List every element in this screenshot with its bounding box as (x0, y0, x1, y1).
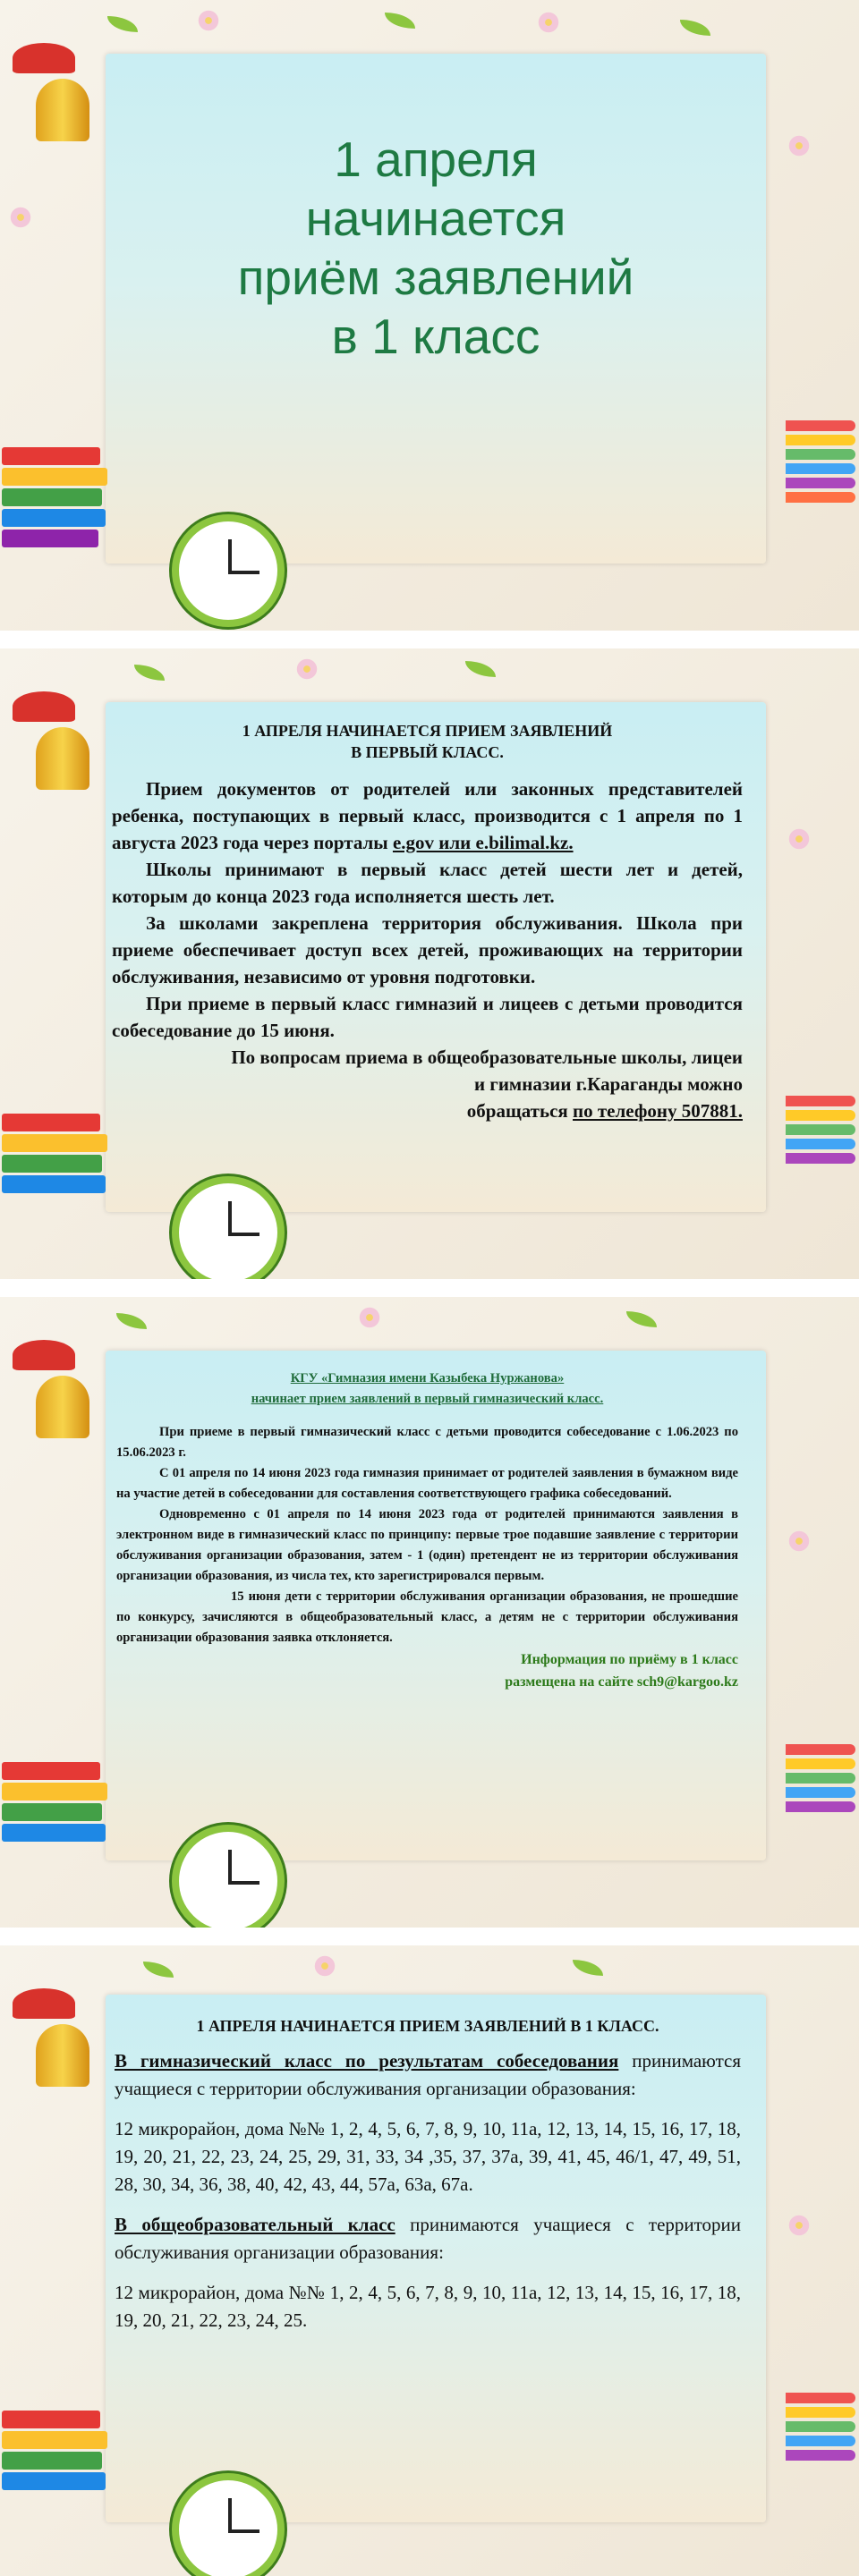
portal-links[interactable]: e.gov или e.bilimal.kz. (392, 832, 574, 853)
heading-line: В ПЕРВЫЙ КЛАСС. (351, 743, 504, 761)
clock-icon (172, 1825, 285, 1928)
slide-1 (0, 0, 859, 631)
heading-line: 1 АПРЕЛЯ НАЧИНАЕТСЯ ПРИЕМ ЗАЯВЛЕНИЙ (242, 722, 613, 740)
contact-text: обращаться (466, 1100, 574, 1122)
books-stack (2, 1762, 109, 1844)
title-line: начинается (305, 191, 566, 246)
paragraph (115, 2047, 741, 2103)
gymnasium-notice (116, 1368, 738, 1693)
info-line: Информация по приёму в 1 класс (521, 1652, 738, 1667)
ribbon-bow (13, 43, 75, 73)
phone-number[interactable]: по телефону 507881. (573, 1100, 743, 1122)
books-stack (2, 1114, 109, 1196)
bell-icon (36, 1376, 89, 1438)
flower-decoration (295, 657, 319, 681)
slide-3 (0, 1297, 859, 1928)
notice-heading (112, 720, 743, 763)
paragraph-text: Прием документов от родителей или законных представителей ребенка, поступающих в первый класс, производится с 1 апреля по 1 августа 2023 года через порталы (112, 778, 743, 853)
flower-decoration (787, 134, 811, 157)
title-line: в 1 класс (331, 309, 540, 364)
contact-line (112, 1097, 743, 1124)
leaf-decoration (107, 16, 138, 32)
gymnasium-class-label: В гимназический класс по результатам собеседования (115, 2050, 619, 2072)
gymnasium-name: КГУ «Гимназия имени Казыбека Нуржанова» (290, 1371, 565, 1385)
books-stack (2, 2411, 109, 2493)
leaf-decoration (116, 1313, 147, 1329)
slide-2 (0, 648, 859, 1279)
leaf-decoration (385, 13, 415, 29)
flower-decoration (787, 1530, 811, 1553)
pencils-stack (786, 2393, 855, 2464)
paragraph: Школы принимают в первый класс детей шести лет и детей, которым до конца 2023 года исполняется шесть лет. (112, 859, 743, 907)
leaf-decoration (134, 665, 165, 681)
notice-heading: 1 АПРЕЛЯ НАЧИНАЕТСЯ ПРИЕМ ЗАЯВЛЕНИЙ В 1 КЛАСС. (196, 2017, 659, 2035)
leaf-decoration (680, 20, 710, 36)
contact-line: По вопросам приема в общеобразовательные школы, лицеи (231, 1046, 743, 1068)
ribbon-bow (13, 691, 75, 722)
title-line: 1 апреля (334, 131, 538, 187)
address-list: 12 микрорайон, дома №№ 1, 2, 4, 5, 6, 7, 8, 9, 10, 11а, 12, 13, 14, 15, 16, 17, 18, 19, 20, 21, 22, 23, 24, 25, 29, 31, 33, 34 ,35, 37, 37а, 39, 41, 45, 46/1, 47, 49, 51, 28, 30, 34, 36, 38, 40, 42, 43, 44, 57а, 63а, 67а. (115, 2118, 741, 2195)
leaf-decoration (573, 1960, 603, 1976)
bell-icon (36, 727, 89, 790)
paragraph: 15 июня дети с территории обслуживания организации образования, не прошедшие по конкурсу, зачисляются в общеобразовательный класс, а детям не с территории обслуживания организации образования заявка отклоняется. (116, 1589, 738, 1645)
flower-decoration (358, 1306, 381, 1329)
leaf-decoration (626, 1311, 657, 1327)
pencils-stack (786, 420, 855, 506)
announcement-title (106, 130, 766, 366)
ribbon-bow (13, 1988, 75, 2019)
paragraph-text: принимаются учащиеся с территории обслуживания организации образования: (115, 2214, 742, 2263)
paragraph: За школами закреплена территория обслуживания. Школа при приеме обеспечивает доступ всех детей, проживающих на территории обслуживания, независимо от уровня подготовки. (112, 912, 743, 987)
slide-4 (0, 1945, 859, 2576)
districts-notice (115, 2012, 741, 2347)
general-class-label: В общеобразовательный класс (115, 2214, 395, 2235)
flower-decoration (537, 11, 560, 34)
contact-line: и гимназии г.Караганды можно (473, 1073, 743, 1095)
info-line[interactable]: размещена на сайте sch9@kargoo.kz (505, 1674, 738, 1690)
paragraph: С 01 апреля по 14 июня 2023 года гимназия принимает от родителей заявления в бумажном виде на участие детей в собеседовании для составления соответствующего графика собеседований. (116, 1466, 738, 1501)
paragraph-text: принимаются учащиеся с территории обслуживания организации образования: (115, 2050, 741, 2099)
pencils-stack (786, 1744, 855, 1816)
bell-icon (36, 79, 89, 141)
paragraph (115, 2211, 741, 2267)
address-list: 12 микрорайон, дома №№ 1, 2, 4, 5, 6, 7, 8, 9, 10, 11а, 12, 13, 14, 15, 16, 17, 18, 19, 20, 21, 22, 23, 24, 25. (115, 2282, 741, 2331)
flower-decoration (787, 827, 811, 851)
flower-decoration (197, 9, 220, 32)
gymnasium-subtitle: начинает прием заявлений в первый гимназический класс. (251, 1392, 604, 1406)
clock-icon (172, 2473, 285, 2576)
pencils-stack (786, 1096, 855, 1167)
ribbon-bow (13, 1340, 75, 1370)
clock-icon (172, 1176, 285, 1279)
leaf-decoration (143, 1962, 174, 1978)
bell-icon (36, 2024, 89, 2087)
paragraph: При приеме в первый гимназический класс с детьми проводится собеседование с 1.06.2023 по 15.06.2023 г. (116, 1425, 738, 1460)
flower-decoration (9, 206, 32, 229)
paragraph: При приеме в первый класс гимназий и лицеев с детьми проводится собеседование до 15 июня. (112, 993, 743, 1041)
admission-notice (112, 720, 743, 1124)
clock-icon (172, 514, 285, 627)
books-stack (2, 447, 109, 550)
paragraph: Одновременно с 01 апреля по 14 июня 2023 года от родителей принимаются заявления в электронном виде в гимназический класс по принципу: первые трое подавшие заявление с территории обслуживания организации образования, затем - 1 (один) претендент не из территории обслуживания организации образования, из числа тех, кто зарегистрировался первым. (116, 1507, 738, 1583)
flower-decoration (313, 1954, 336, 1978)
title-line: приём заявлений (237, 250, 634, 305)
paragraph (112, 775, 743, 856)
flower-decoration (787, 2214, 811, 2237)
leaf-decoration (465, 661, 496, 677)
